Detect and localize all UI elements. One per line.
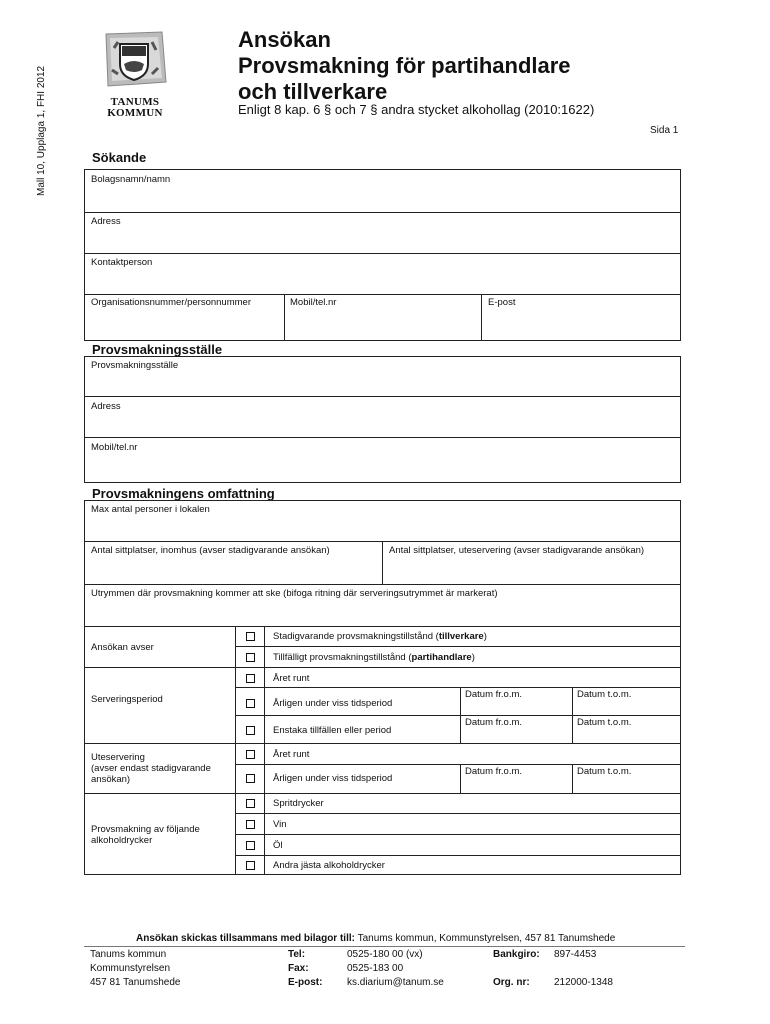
period-yearly-option: Årligen under viss tidsperiod [273, 698, 393, 709]
temporary-permit-checkbox[interactable] [246, 653, 255, 662]
footer-bankgiro: 897-4453 [554, 949, 597, 960]
seats-outdoor-field[interactable]: Antal sittplatser, uteservering (avser stadigvarande ansökan) [389, 545, 645, 556]
submission-instruction: Ansökan skickas tillsammans med bilagor till: Tanums kommun, Kommunstyrelsen, 457 81 Tanumshede [136, 933, 616, 944]
outdoor-date-to[interactable]: Datum t.o.m. [577, 766, 632, 777]
outdoor-yearly-checkbox[interactable] [246, 774, 255, 783]
footer-tel-label: Tel: [288, 949, 306, 960]
tasting-rooms-field[interactable]: Utrymmen där provsmakning kommer att ske (bifoga ritning där serveringsutrymmet är markerat) [91, 588, 498, 599]
footer-divider [84, 946, 685, 947]
company-name-field[interactable]: Bolagsnamn/namn [91, 174, 171, 185]
outdoor-year-round-checkbox[interactable] [246, 750, 255, 759]
other-fermented-checkbox[interactable] [246, 861, 255, 870]
logo-text-line1: TANUMS [110, 96, 160, 108]
footer-email: ks.diarium@tanum.se [347, 977, 444, 988]
period-yearly-date-from[interactable]: Datum fr.o.m. [465, 689, 523, 700]
applicant-box [84, 169, 681, 341]
period-single-date-to[interactable]: Datum t.o.m. [577, 717, 632, 728]
period-single-option: Enstaka tillfällen eller period [273, 725, 392, 736]
form-subtitle: Enligt 8 kap. 6 § och 7 § andra stycket alkohollag (2010:1622) [238, 102, 595, 117]
form-title [238, 27, 571, 105]
scope-box [84, 500, 681, 875]
logo-text-line2: KOMMUN [107, 107, 163, 119]
other-fermented-option: Andra jästa alkoholdrycker [273, 860, 385, 871]
title-line2: Provsmakning för partihandlare [238, 53, 571, 78]
org-number-field[interactable]: Organisationsnummer/personnummer [91, 297, 251, 308]
footer-tel: 0525-180 00 (vx) [347, 949, 423, 960]
drink-types-label: Provsmakning av följande alkoholdrycker [91, 824, 200, 846]
section-heading-scope: Provsmakningens omfattning [92, 486, 275, 501]
beer-option: Öl [273, 840, 283, 851]
period-yearly-checkbox[interactable] [246, 699, 255, 708]
period-yearly-date-to[interactable]: Datum t.o.m. [577, 689, 632, 700]
contact-person-field[interactable]: Kontaktperson [91, 257, 153, 268]
footer-orgnr-label: Org. nr: [493, 977, 530, 988]
form-version-note: Mall 10, Upplaga 1, FHI 2012 [36, 65, 47, 196]
outdoor-yearly-option: Årligen under viss tidsperiod [273, 773, 393, 784]
municipality-logo [100, 30, 170, 119]
footer-address-line2: Kommunstyrelsen [90, 963, 171, 974]
serving-period-label: Serveringsperiod [91, 694, 163, 705]
spirits-checkbox[interactable] [246, 799, 255, 808]
outdoor-year-round-option: Året runt [273, 749, 310, 760]
wine-checkbox[interactable] [246, 820, 255, 829]
permanent-permit-option: Stadigvarande provsmakningstillstånd (tillverkare) [273, 631, 487, 642]
seats-indoor-field[interactable]: Antal sittplatser, inomhus (avser stadigvarande ansökan) [91, 545, 330, 556]
coat-of-arms-icon [100, 30, 170, 92]
footer-bankgiro-label: Bankgiro: [493, 949, 540, 960]
venue-phone-field[interactable]: Mobil/tel.nr [91, 442, 138, 453]
application-type-label: Ansökan avser [91, 642, 154, 653]
footer-email-label: E-post: [288, 977, 323, 988]
venue-name-field[interactable]: Provsmakningsställe [91, 360, 179, 371]
outdoor-date-from[interactable]: Datum fr.o.m. [465, 766, 523, 777]
footer-address-line3: 457 81 Tanumshede [90, 977, 181, 988]
section-heading-tasting-venue: Provsmakningsställe [92, 342, 223, 357]
temporary-permit-option: Tillfälligt provsmakningstillstånd (partihandlare) [273, 652, 475, 663]
title-line3: och tillverkare [238, 79, 388, 104]
footer-fax-label: Fax: [288, 963, 309, 974]
applicant-address-field[interactable]: Adress [91, 216, 121, 227]
page-number: Sida 1 [650, 125, 679, 136]
beer-checkbox[interactable] [246, 841, 255, 850]
outdoor-serving-label: Uteservering (avser endast stadigvarande ansökan) [91, 752, 211, 785]
max-persons-field[interactable]: Max antal personer i lokalen [91, 504, 210, 515]
applicant-email-field[interactable]: E-post [488, 297, 516, 308]
period-year-round-checkbox[interactable] [246, 674, 255, 683]
permanent-permit-checkbox[interactable] [246, 632, 255, 641]
period-year-round-option: Året runt [273, 673, 310, 684]
venue-box [84, 356, 681, 483]
footer-address-line1: Tanums kommun [90, 949, 167, 960]
section-heading-applicant: Sökande [92, 150, 147, 165]
venue-address-field[interactable]: Adress [91, 401, 121, 412]
footer-fax: 0525-183 00 [347, 963, 404, 974]
spirits-option: Spritdrycker [273, 798, 324, 809]
wine-option: Vin [273, 819, 287, 830]
period-single-date-from[interactable]: Datum fr.o.m. [465, 717, 523, 728]
title-line1: Ansökan [238, 27, 331, 52]
period-single-checkbox[interactable] [246, 726, 255, 735]
footer-orgnr: 212000-1348 [554, 977, 613, 988]
applicant-phone-field[interactable]: Mobil/tel.nr [290, 297, 337, 308]
